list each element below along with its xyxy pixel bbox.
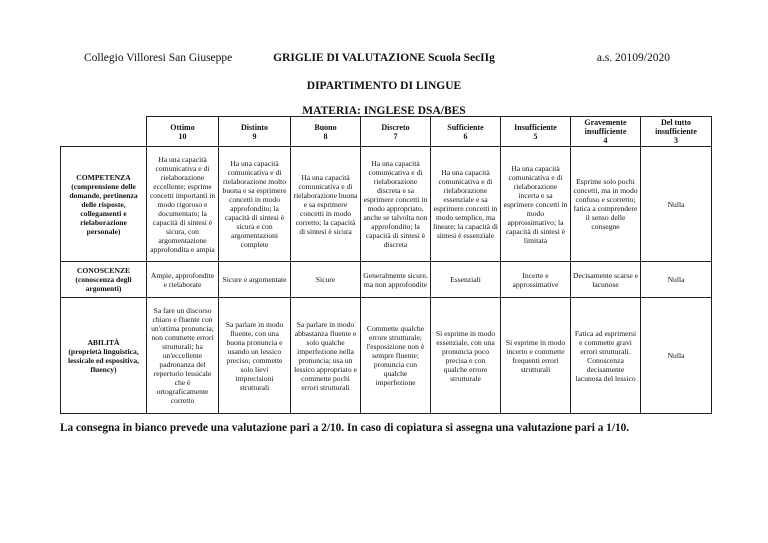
- cell-conoscenze-5: Incerte e approssimative: [501, 262, 571, 298]
- cell-competenza-3: Nulla: [641, 147, 712, 262]
- cell-competenza-8: Ha una capacità comunicativa e di rielaborazione buona e sa esprimere concetti in modo corretto; la capacità di sintesi è sicura: [291, 147, 361, 262]
- col-head-discreto: Discreto 7: [361, 117, 431, 147]
- cell-abilita-3: Nulla: [641, 298, 712, 414]
- cell-competenza-5: Ha una capacità comunicativa e di rielaborazione incerta e sa esprimere concetti in modo approssimativo; la capacità di sintesi è limitata: [501, 147, 571, 262]
- cell-abilita-6: Si esprime in modo essenziale, con una pronuncia poco precisa e con qualche errore strutturale: [431, 298, 501, 414]
- cell-competenza-6: Ha una capacità comunicativa e di rielaborazione essenziale e sa esprimere concetti in modo semplice, ma lineare; la capacità di sintesi è essenziale: [431, 147, 501, 262]
- cell-abilita-4: Fatica ad esprimersi e commette gravi errori strutturali. Conoscenza decisamente lacunosa del lessico: [571, 298, 641, 414]
- col-head-distinto: Distinto 9: [219, 117, 291, 147]
- cell-abilita-9: Sa parlare in modo fluente, con una buona pronuncia e usando un lessico preciso; commette solo lievi imprecisioni strutturali: [219, 298, 291, 414]
- corner-cell: [61, 117, 147, 147]
- cell-abilita-8: Sa parlare in modo abbastanza fluente e solo qualche imperfezione nella pronuncia; usa un lessico appropriato e commette pochi errori strutturali: [291, 298, 361, 414]
- cell-conoscenze-3: Nulla: [641, 262, 712, 298]
- document-title: GRIGLIE DI VALUTAZIONE Scuola SecIIg: [273, 52, 495, 64]
- school-year: a.s. 20109/2020: [596, 52, 670, 64]
- col-head-gravemente-insufficiente: Gravemente insufficiente 4: [571, 117, 641, 147]
- row-head-conoscenze: CONOSCENZE (conoscenza degli argomenti): [61, 262, 147, 298]
- col-head-sufficiente: Sufficiente 6: [431, 117, 501, 147]
- subject-heading: MATERIA: INGLESE DSA/BES: [302, 105, 466, 117]
- evaluation-grid: [60, 116, 712, 414]
- col-head-ottimo: Ottimo 10: [147, 117, 219, 147]
- cell-abilita-5: Si esprime in modo incerto e commette frequenti errori strutturali: [501, 298, 571, 414]
- cell-competenza-4: Esprime solo pochi concetti, ma in modo confuso e scorretto; fatica a comprendere il senso delle consegne: [571, 147, 641, 262]
- cell-abilita-7: Commette qualche errore strutturale; l'esposizione non è sempre fluente; pronuncia con qualche imperfezione: [361, 298, 431, 414]
- grid-header-row: [61, 117, 712, 147]
- row-head-competenza: COMPETENZA (comprensione delle domande, pertinenza delle risposte, collegamenti e rielaborazione personale): [61, 147, 147, 262]
- cell-conoscenze-8: Sicure: [291, 262, 361, 298]
- cell-conoscenze-7: Generalmente sicure, ma non approfondite: [361, 262, 431, 298]
- row-head-abilita: ABILITÀ (proprietà linguistica, lessicale ed espositiva, fluency): [61, 298, 147, 414]
- department-heading: DIPARTIMENTO DI LINGUE: [306, 80, 462, 92]
- cell-abilita-10: Sa fare un discorso chiaro e fluente con un'ottima pronuncia; non commette errori strutturali; ha un'eccellente padronanza del repertorio lessicale che è ortograficamente corretto: [147, 298, 219, 414]
- footer-note: La consegna in bianco prevede una valutazione pari a 2/10. In caso di copiatura si assegna una valutazione pari a 1/10.: [60, 422, 630, 434]
- cell-conoscenze-9: Sicure e argomentate: [219, 262, 291, 298]
- cell-conoscenze-4: Decisamente scarse e lacunose: [571, 262, 641, 298]
- cell-competenza-9: Ha una capacità comunicativa e di rielaborazione molto buona e sa esprimere concetti in modo approfondito; la capacità di sintesi è sicura e con argomentazioni complete: [219, 147, 291, 262]
- cell-competenza-7: Ha una capacità comunicativa e di rielaborazione discreta e sa esprimere concetti in modo appropriato, anche se talvolta non approfondito; la capacità di sintesi è discreta: [361, 147, 431, 262]
- cell-competenza-10: Ha una capacità comunicativa e di rielaborazione eccellente; esprime concetti importanti in modo rigoroso e documentato; la capacità di sintesi è sicura, con argomentazione approfondita e ampia: [147, 147, 219, 262]
- cell-conoscenze-6: Essenziali: [431, 262, 501, 298]
- row-competenza: [61, 147, 712, 262]
- col-head-insufficiente: Insufficiente 5: [501, 117, 571, 147]
- col-head-buono: Buono 8: [291, 117, 361, 147]
- row-abilita: [61, 298, 712, 414]
- school-name: Collegio Villoresi San Giuseppe: [84, 52, 233, 64]
- col-head-del-tutto-insufficiente: Del tutto insufficiente 3: [641, 117, 712, 147]
- cell-conoscenze-10: Ampie, approfondite e rielaborate: [147, 262, 219, 298]
- row-conoscenze: [61, 262, 712, 298]
